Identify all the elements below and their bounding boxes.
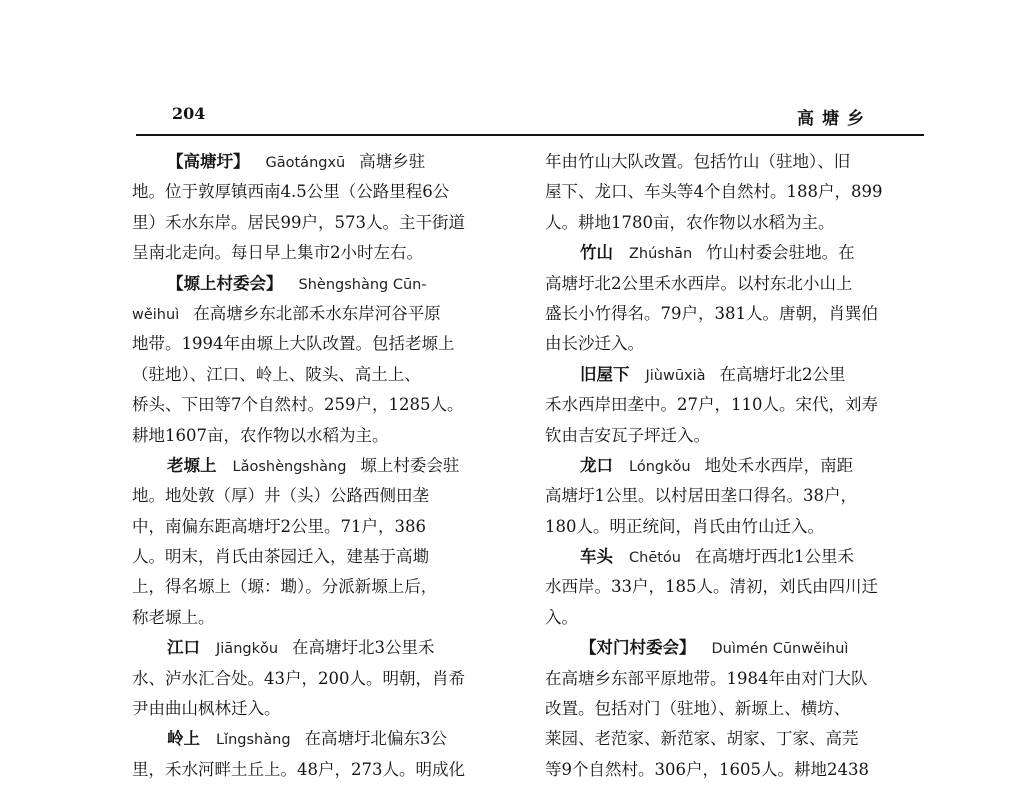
entry-heading: 【对门村委会】 (580, 638, 696, 658)
text-line (545, 724, 919, 754)
entry-text: 屋下、龙口、车头等4个自然村。188户，899 (545, 182, 883, 202)
text-line (545, 177, 919, 207)
entry-pinyin: wěihuì (132, 306, 180, 323)
text-line (132, 633, 506, 663)
text-line (132, 329, 506, 359)
entry-text: 地。位于敦厚镇西南4.5公里（公路里程6公 (132, 182, 450, 202)
text-line (545, 755, 919, 785)
entry-text: 禾水西岸田垄中。27户，110人。宋代，刘寿 (545, 395, 878, 415)
entry-text: 竹山村委会驻地。在 (706, 243, 855, 263)
section-title: 高塘乡 (797, 109, 872, 129)
entry-text: 地处禾水西岸，南距 (704, 455, 854, 475)
entry-text: 水西岸。33户，185人。清初，刘氏由四川迁 (545, 577, 878, 597)
text-line (132, 572, 506, 602)
text-line (545, 572, 919, 602)
entry-pinyin: Duìmén Cūnwěihuì (711, 641, 849, 658)
text-line (545, 542, 919, 572)
text-line (545, 481, 919, 511)
text-line (545, 390, 919, 420)
entry-text: 高塘乡驻 (359, 152, 426, 171)
entry-text: 盛长小竹得名。79户，381人。唐朝，肖巽伯 (545, 303, 878, 323)
entry-text: 在高塘圩北偏东3公 (304, 729, 448, 749)
entry-text: 上，得名塬上（塬：墈）。分派新塬上后， (132, 577, 438, 597)
entry-text: 180人。明正统间，肖氏由竹山迁入。 (545, 516, 824, 536)
entry-text: 年由竹山大队改置。包括竹山（驻地）、旧 (545, 152, 851, 171)
entry-text: 桥头、下田等7个自然村。259户，1285人。 (132, 395, 464, 415)
text-line (545, 299, 919, 329)
entry-text: 里，禾水河畔土丘上。48户，273人。明成化 (132, 759, 465, 779)
entry-text: 地带。1994年由塬上大队改置。包括老塬上 (132, 334, 455, 354)
entry-heading: 【塬上村委会】 (167, 273, 283, 293)
entry-pinyin: Lǎoshèngshàng (232, 458, 347, 475)
text-line (545, 269, 919, 299)
text-line (132, 694, 506, 724)
text-line (132, 238, 506, 268)
entry-heading: 龙口 (580, 455, 613, 475)
entry-text: 尹由曲山枫林迁入。 (132, 699, 281, 719)
text-line (545, 451, 919, 481)
text-line (132, 299, 506, 329)
entry-text: 高塘圩1公里。以村居田垄口得名。38户， (545, 486, 857, 506)
entry-text: 呈南北走向。每日早上集市2小时左右。 (132, 243, 423, 263)
text-line (132, 177, 506, 207)
entry-text: 改置。包括对门（驻地）、新塬上、横坊、 (545, 699, 851, 719)
entry-heading: 江口 (167, 638, 200, 658)
entry-pinyin: Jiāngkǒu (216, 641, 279, 658)
entry-text: 入。 (545, 607, 578, 627)
entry-text: 称老塬上。 (132, 607, 215, 627)
entry-heading: 岭上 (167, 729, 200, 749)
entry-text: （驻地）、江口、岭上、陂头、高土上、 (132, 364, 421, 384)
entry-heading: 【高塘圩】 (167, 152, 250, 171)
text-line (132, 664, 506, 694)
text-line (132, 724, 506, 754)
text-line (545, 512, 919, 542)
text-line (545, 664, 919, 694)
entry-pinyin: Jiùwūxià (645, 367, 706, 384)
entry-text: 人。明末，肖氏由茶园迁入，建基于高墈 (132, 547, 429, 567)
text-line (132, 269, 506, 299)
text-line (132, 755, 506, 785)
text-line (132, 481, 506, 511)
text-line (545, 694, 919, 724)
text-line (545, 603, 919, 633)
entry-text: 莱园、老范家、新范家、胡家、丁家、高芫 (545, 729, 859, 749)
entry-text: 等9个自然村。306户，1605人。耕地2438 (545, 759, 869, 779)
entry-text: 人。耕地1780亩，农作物以水稻为主。 (545, 212, 835, 232)
entry-text: 耕地1607亩，农作物以水稻为主。 (132, 425, 389, 445)
text-line (545, 238, 919, 268)
text-line (132, 603, 506, 633)
entry-pinyin: Shèngshàng Cūn- (298, 276, 427, 293)
entry-pinyin: Lǐngshàng (216, 732, 291, 749)
entry-text: 塬上村委会驻 (360, 455, 460, 475)
right-column (545, 147, 919, 785)
text-line (545, 329, 919, 359)
entry-text: 在高塘圩北3公里禾 (292, 638, 435, 658)
text-line (132, 360, 506, 390)
entry-text: 在高塘圩西北1公里禾 (694, 547, 854, 567)
entry-heading: 竹山 (580, 243, 613, 263)
entry-heading: 老塬上 (167, 455, 217, 475)
text-line (132, 512, 506, 542)
text-line (132, 451, 506, 481)
left-column (132, 147, 506, 785)
text-line (545, 208, 919, 238)
entry-text: 在高塘乡东北部禾水东岸河谷平原 (193, 303, 441, 323)
text-line (545, 147, 919, 177)
entry-text: 由长沙迁入。 (545, 334, 644, 354)
text-line (132, 208, 506, 238)
page-number: 204 (172, 104, 206, 123)
entry-pinyin: Chētóu (629, 550, 681, 567)
entry-text: 在高塘圩北2公里 (719, 364, 846, 384)
entry-heading: 车头 (580, 547, 613, 567)
entry-heading: 旧屋下 (580, 364, 630, 384)
entry-text: 在高塘乡东部平原地带。1984年由对门大队 (545, 668, 868, 688)
entry-pinyin: Lóngkǒu (629, 458, 691, 475)
text-line (132, 542, 506, 572)
text-line (545, 633, 919, 663)
text-line (132, 421, 506, 451)
text-line (545, 421, 919, 451)
entry-text: 水、泸水汇合处。43户，200人。明朝，肖希 (132, 668, 465, 688)
entry-text: 地。地处敦（厚）井（头）公路西侧田垄 (132, 486, 429, 506)
entry-text: 高塘圩北2公里禾水西岸。以村东北小山上 (545, 273, 853, 293)
entry-text: 中，南偏东距高塘圩2公里。71户，386 (132, 516, 426, 536)
text-line (545, 360, 919, 390)
header-rule (136, 134, 924, 136)
text-line (132, 390, 506, 420)
entry-text: 里）禾水东岸。居民99户，573人。主干街道 (132, 212, 465, 232)
entry-text: 钦由吉安瓦子坪迁入。 (545, 425, 710, 445)
entry-pinyin: Zhúshān (629, 246, 693, 263)
text-line (132, 147, 506, 177)
entry-pinyin: Gāotángxū (265, 155, 346, 171)
